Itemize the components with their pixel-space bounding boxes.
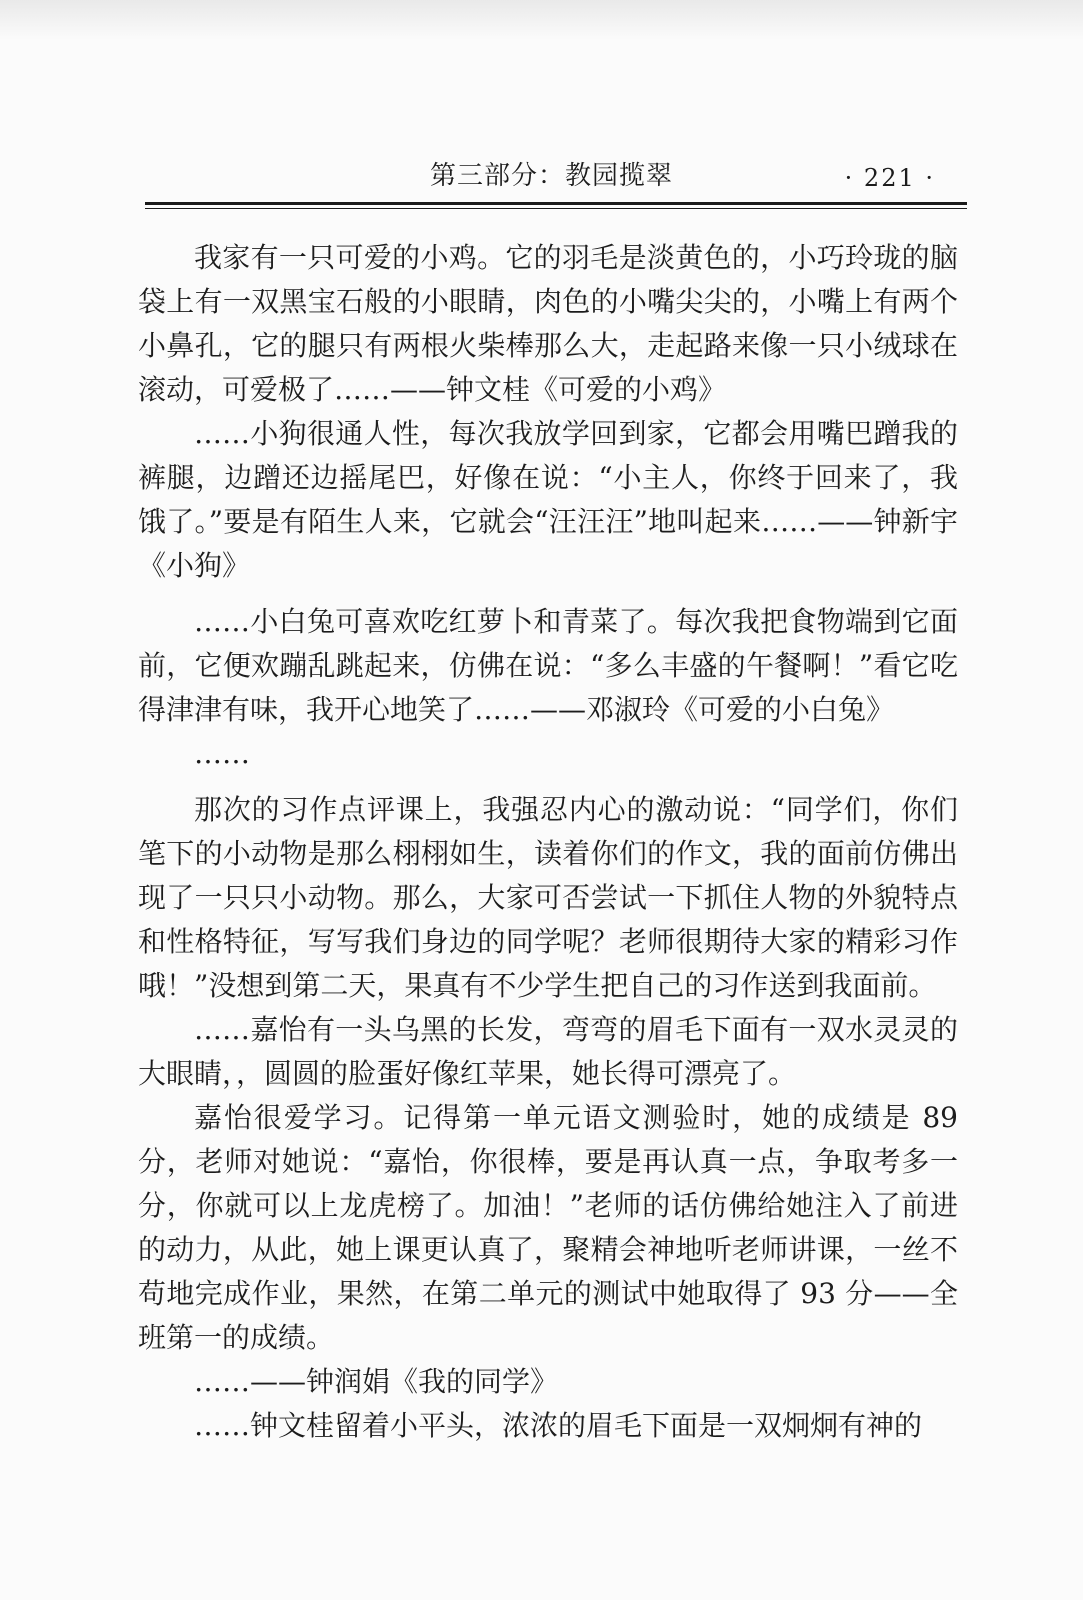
page-number: · 221 · bbox=[844, 164, 935, 192]
page-top-edge bbox=[0, 0, 1083, 40]
running-header bbox=[145, 158, 965, 194]
header-rule-thin bbox=[145, 208, 967, 209]
paragraph: ……小白兔可喜欢吃红萝卜和青菜了。每次我把食物端到它面前，它便欢蹦乱跳起来，仿佛在说：“多么丰盛的午餐啊！”看它吃得津津有味，我开心地笑了……——邓淑玲《可爱的小白兔》 bbox=[138, 605, 958, 726]
section-title: 第三部分：教园揽翠 bbox=[430, 161, 674, 191]
paragraph: ……钟文桂留着小平头，浓浓的眉毛下面是一双炯炯有神的 bbox=[194, 1409, 923, 1442]
body-text bbox=[138, 236, 958, 1448]
ellipsis-line: …… bbox=[194, 737, 250, 770]
paragraph: 那次的习作点评课上，我强忍内心的激动说：“同学们，你们笔下的小动物是那么栩栩如生，读着你们的作文，我的面前仿佛出现了一只只小动物。那么，大家可否尝试一下抓住人物的外貌特点和性格特征，写写我们身边的同学呢？老师很期待大家的精彩习作哦！”没想到第二天，果真有不少学生把自己的习作送到我面前。 bbox=[138, 793, 958, 1002]
paragraph: ……小狗很通人性，每次我放学回到家，它都会用嘴巴蹭我的裤腿，边蹭还边摇尾巴，好像在说：“小主人，你终于回来了，我饿了。”要是有陌生人来，它就会“汪汪汪”地叫起来……——钟新宇《小狗》 bbox=[138, 417, 958, 582]
paragraph: 我家有一只可爱的小鸡。它的羽毛是淡黄色的，小巧玲珑的脑袋上有一双黑宝石般的小眼睛，肉色的小嘴尖尖的，小嘴上有两个小鼻孔，它的腿只有两根火柴棒那么大，走起路来像一只小绒球在滚动，可爱极了……——钟文桂《可爱的小鸡》 bbox=[138, 241, 958, 406]
paragraph: ……嘉怡有一头乌黑的长发，弯弯的眉毛下面有一双水灵灵的大眼睛，，圆圆的脸蛋好像红苹果，她长得可漂亮了。 bbox=[138, 1013, 958, 1090]
header-rule-thick bbox=[145, 202, 967, 205]
paragraph: 嘉怡很爱学习。记得第一单元语文测验时，她的成绩是 89 分，老师对她说：“嘉怡，你很棒，要是再认真一点，争取考多一分，你就可以上龙虎榜了。加油！”老师的话仿佛给她注入了前进的动力，从此，她上课更认真了，聚精会神地听老师讲课，一丝不苟地完成作业，果然，在第二单元的测试中她取得了 93 分——全班第一的成绩。 bbox=[138, 1101, 958, 1354]
paragraph: ……——钟润娟《我的同学》 bbox=[194, 1365, 559, 1398]
